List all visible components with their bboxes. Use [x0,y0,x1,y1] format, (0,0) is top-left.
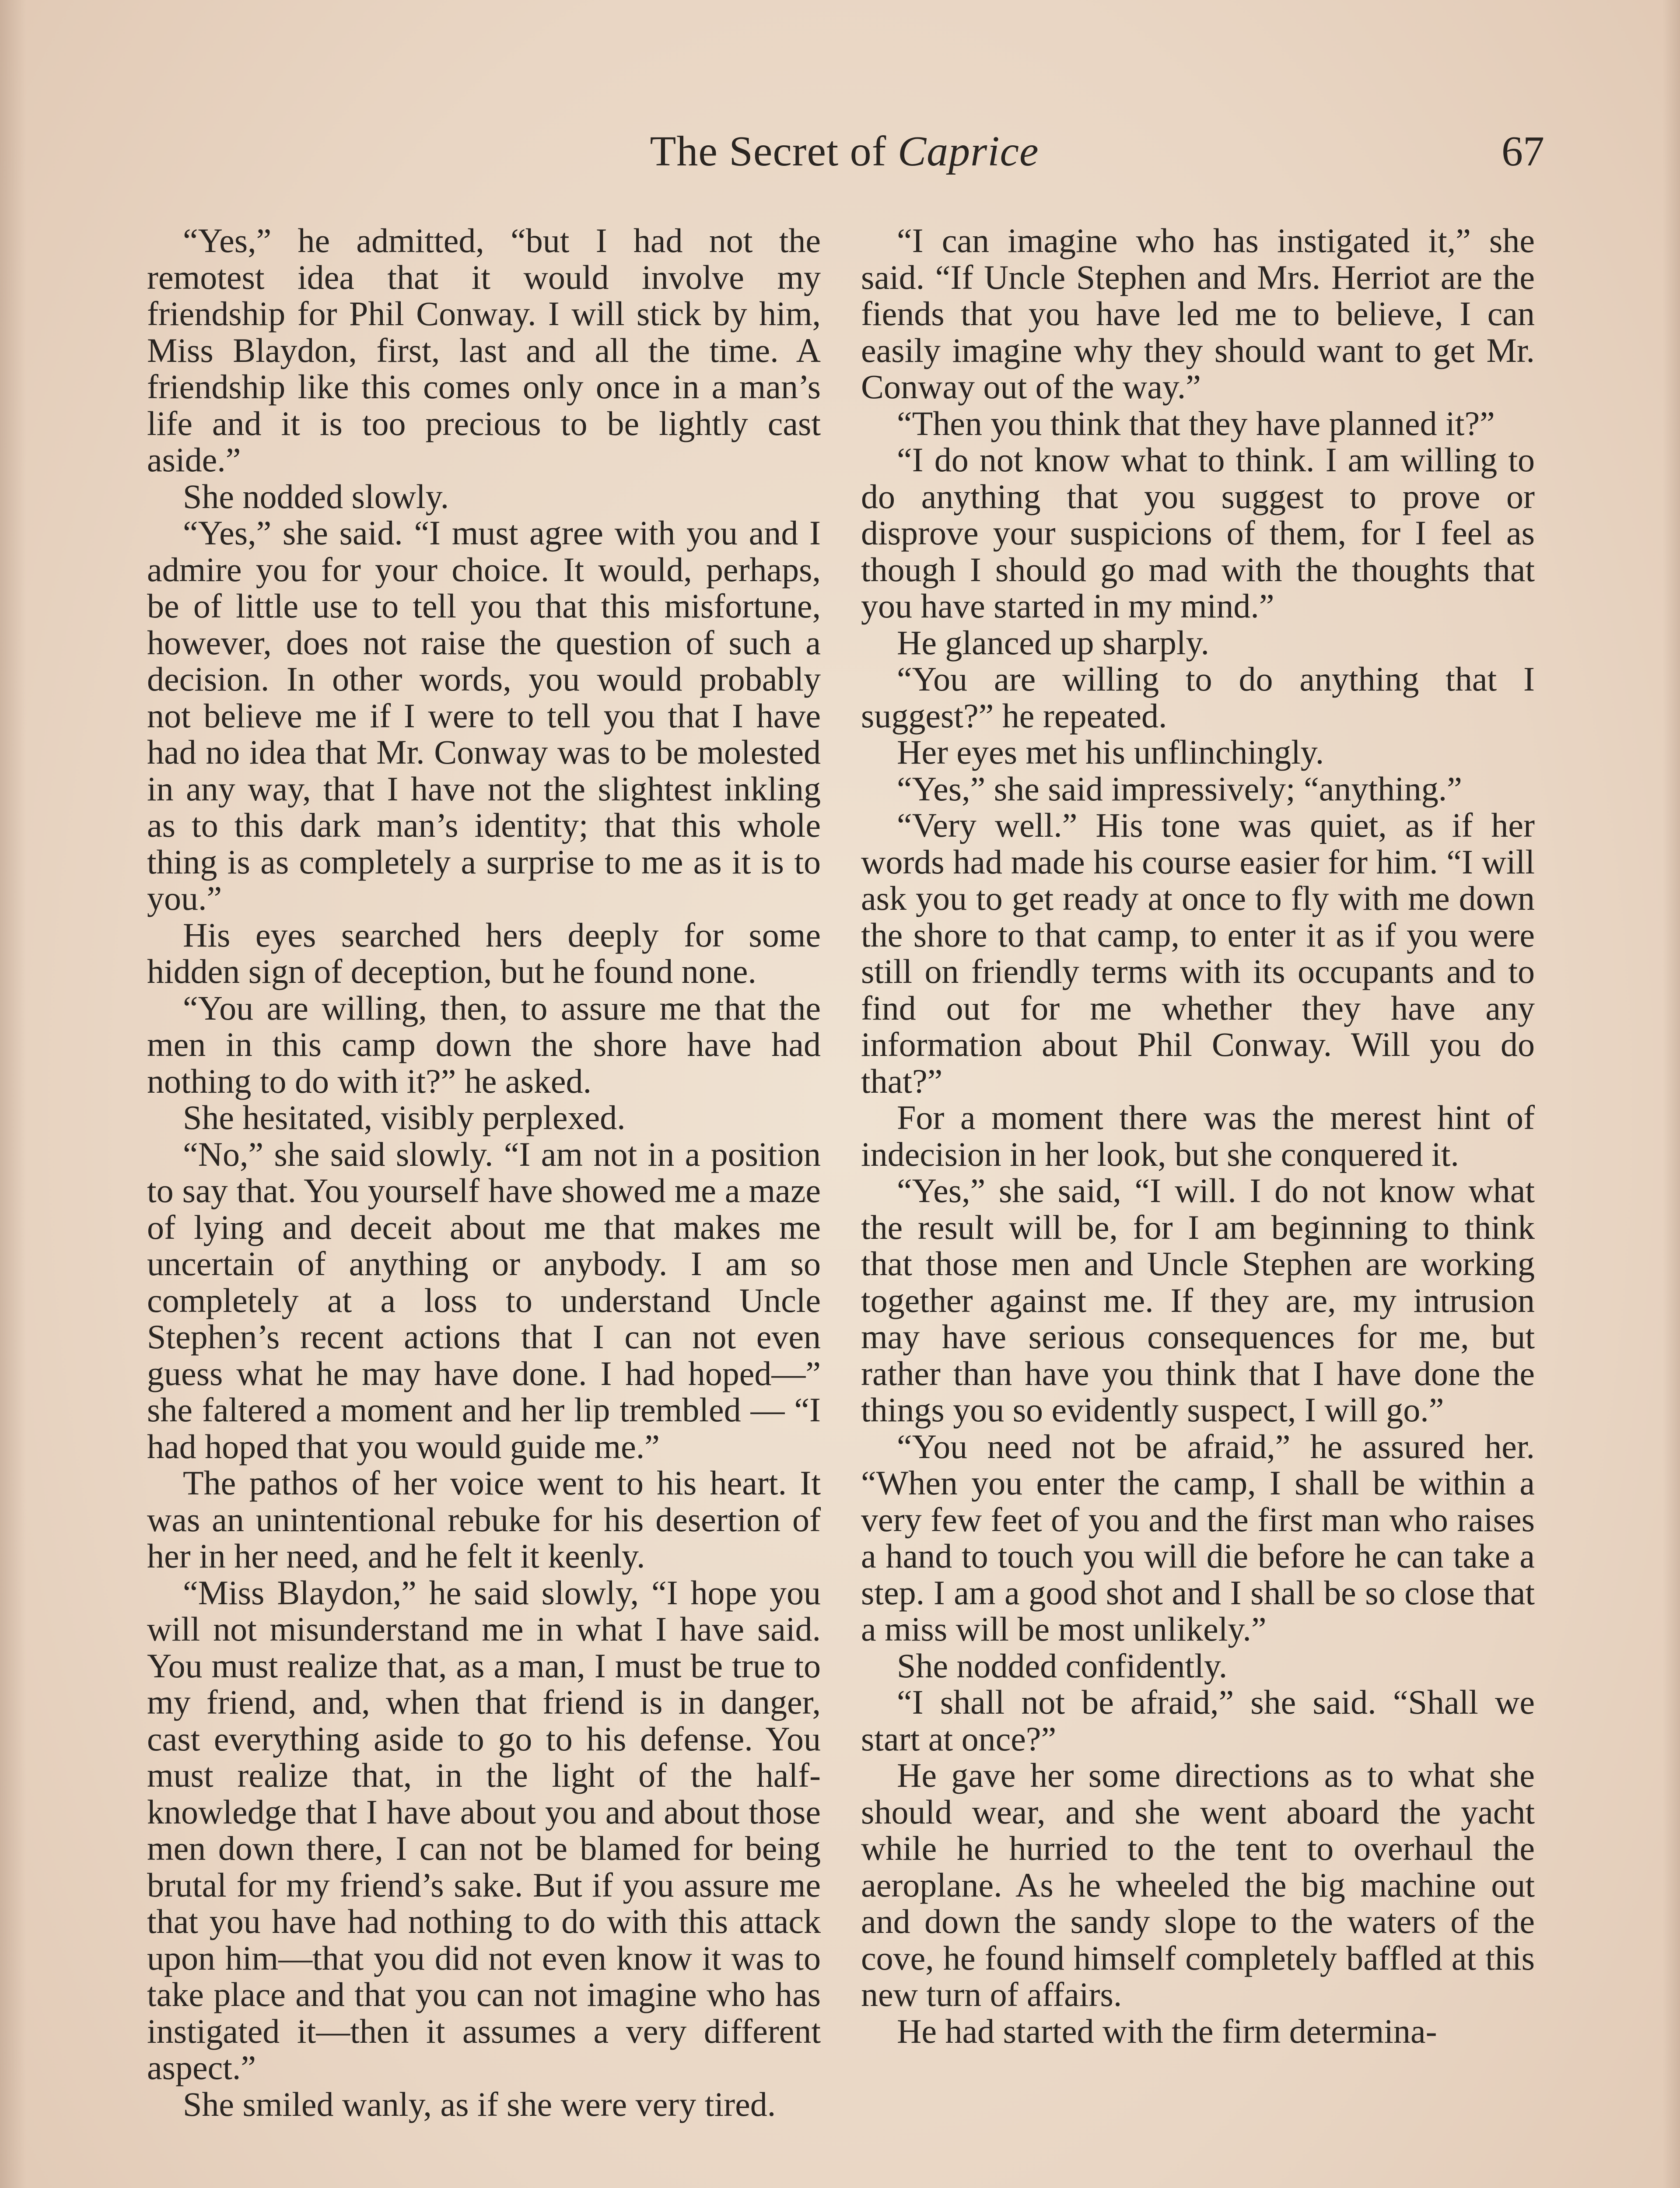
paragraph: “Yes,” she said impressively; “anything.” [897,769,1462,808]
paragraph: She nodded confidently. [897,1646,1228,1685]
running-title [144,127,1544,176]
page-edge-shadow [1662,0,1680,2188]
left-column [147,222,821,2122]
page-number: 67 [1502,128,1544,175]
paragraph: “Yes,” he admitted, “but I had not the remotest idea that it would involve my friendship for Phil Conway. I will stick by him, Miss Blaydon, first, last and all the time. A friendship like this comes only once in a man’s life and it is too precious to be lightly cast aside.” [147,221,821,479]
paragraph: “Very well.” His tone was quiet, as if her words had made his course easier for him. “I will ask you to get ready at once to fly with me down the shore to that camp, to enter it as if you were still on friendly terms with its occupants and to find out for me whether they have any information about Phil Conway. Will you do that?” [861,806,1535,1100]
paragraph: “You are willing to do anything that I suggest?” he repeated. [861,660,1535,735]
paragraph: “Then you think that they have planned it?” [897,404,1495,442]
paragraph: For a moment there was the merest hint of indecision in her look, but she conquered it. [861,1098,1535,1173]
paragraph: “You need not be afraid,” he assured her. “When you enter the camp, I shall be within a very few feet of you and the first man who raises a hand to touch you will die before he can take a step. I am a good shot and I shall be so close that a miss will be most unlikely.” [861,1427,1535,1648]
paragraph: His eyes searched hers deeply for some hidden sign of deception, but he found none. [147,915,821,990]
paragraph: “I can imagine who has instigated it,” she said. “If Uncle Stephen and Mrs. Herriot are the fiends that you have led me to believe, I can easily imagine why they should want to get Mr. Conway out of the way.” [861,221,1535,406]
paragraph: She hesitated, visibly perplexed. [183,1098,626,1136]
paragraph: “I do not know what to think. I am willing to do anything that you suggest to prove or disprove your suspicions of them, for I feel as though I should go mad with the thoughts that you have started in my mind.” [861,441,1535,625]
paragraph: He glanced up sharply. [897,623,1210,662]
paragraph: “I shall not be afraid,” she said. “Shall we start at once?” [861,1683,1535,1758]
paragraph: He gave her some directions as to what she should wear, and she went aboard the yacht while he hurried to the tent to overhaul the aeroplane. As he wheeled the big machine out and down the sandy slope to the waters of the cove, he found himself completely baffled at this new turn of affairs. [861,1756,1535,2013]
paragraph: “Yes,” she said, “I will. I do not know what the result will be, for I am beginning to think that those men and Uncle Stephen are working together against me. If they are, my intrusion may have serious consequences for me, but rather than have you think that I have done the things you so evidently suspect, I will go.” [861,1171,1535,1429]
paragraph: The pathos of her voice went to his heart. It was an unintentional rebuke for his desertion of her in her need, and he felt it keenly. [147,1464,821,1575]
paragraph: He had started with the firm determina- [897,2012,1437,2050]
paragraph: “You are willing, then, to assure me that the men in this camp down the shore have had nothing to do with it?” he asked. [147,989,821,1100]
right-column [861,222,1535,2049]
paragraph: Her eyes met his unflinchingly. [897,733,1324,771]
paragraph: She smiled wanly, as if she were very tired. [183,2085,776,2123]
paragraph: “Yes,” she said. “I must agree with you and I admire you for your choice. It would, perhaps, be of little use to tell you that this misfortune, however, does not raise the question of such a decision. In other words, you would probably not believe me if I were to tell you that I have had no idea that Mr. Conway was to be molested in any way, that I have not the slightest inkling as to this dark man’s identity; that this whole thing is as completely a surprise to me as it is to you.” [147,514,821,917]
page-edge-shadow [0,0,26,2188]
paragraph: “Miss Blaydon,” he said slowly, “I hope you will not misunderstand me in what I have said. You must realize that, as a man, I must be true to my friend, and, when that friend is in danger, cast everything aside to go to his defense. You must realize that, in the light of the half-knowledge that I have about you and about those men down there, I can not be blamed for being brutal for my friend’s sake. But if you assure me that you have had nothing to do with this attack upon him—that you did not even know it was to take place and that you can not imagine who has instigated it—then it assumes a very different aspect.” [147,1573,821,2086]
running-title-italic: Caprice [897,128,1039,175]
paragraph: “No,” she said slowly. “I am not in a position to say that. You yourself have showed me a maze of lying and deceit about me that makes me uncertain of anything or anybody. I am so completely at a loss to understand Uncle Stephen’s recent actions that I can not even guess what he may have done. I had hoped—” she faltered a moment and her lip trembled — “I had hoped that you would guide me.” [147,1135,821,1466]
running-header [144,127,1544,188]
paragraph: She nodded slowly. [183,477,449,515]
running-title-main: The Secret of [650,128,887,175]
